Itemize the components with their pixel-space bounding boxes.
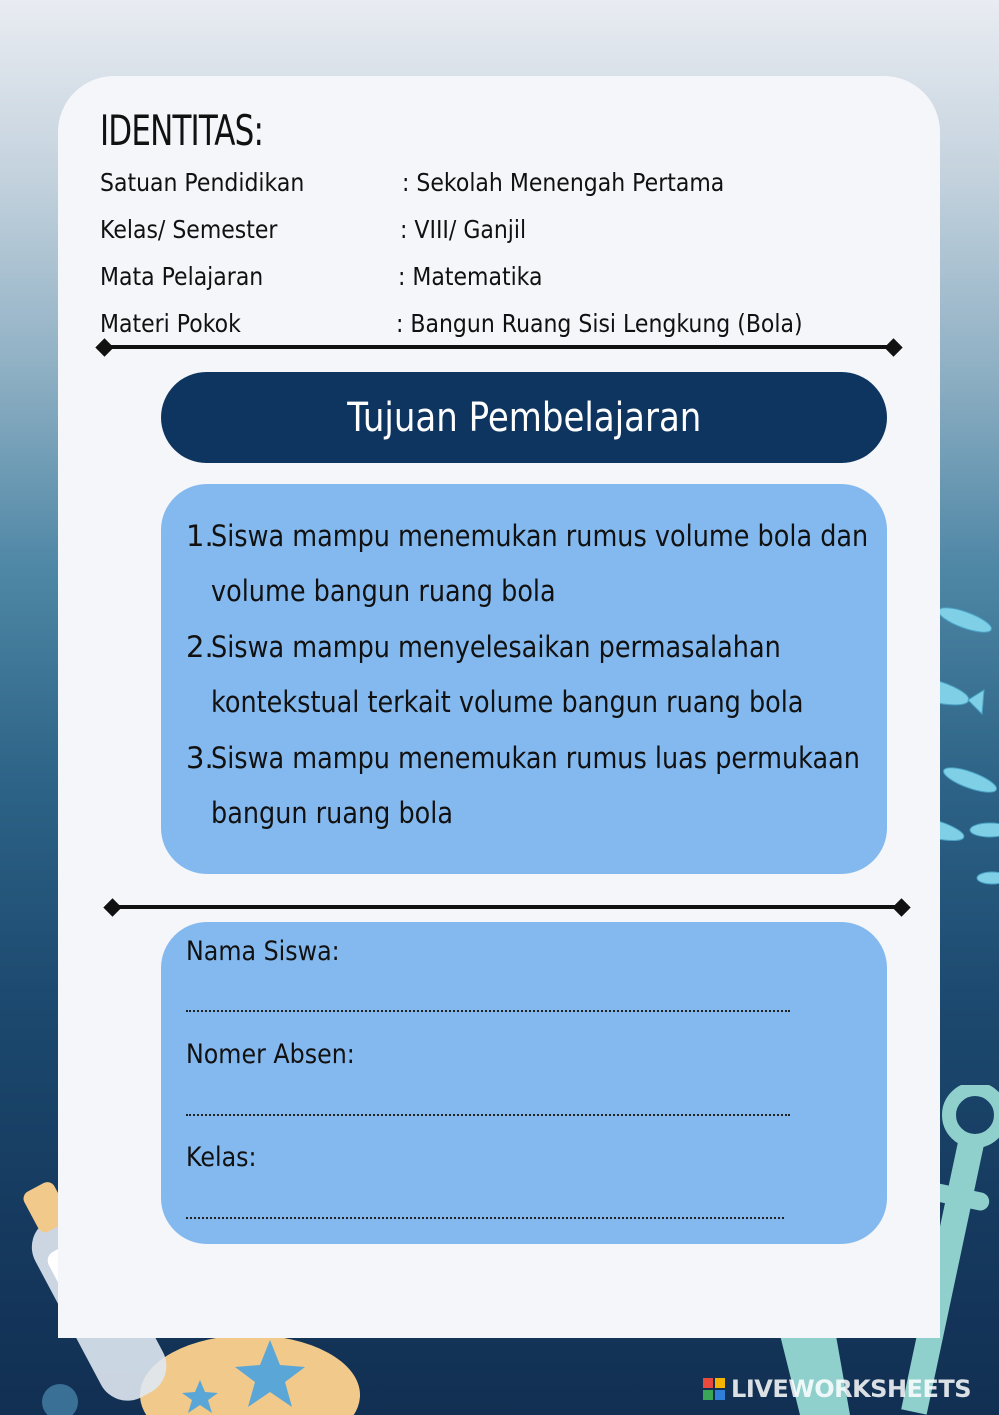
identity-title: IDENTITAS: <box>100 106 264 155</box>
objective-line: Siswa mampu menemukan rumus volume bola dan <box>211 519 869 553</box>
objective-number: 2. <box>186 630 214 664</box>
identity-value: : Sekolah Menengah Pertama <box>402 168 725 197</box>
objective-line: bangun ruang bola <box>211 796 454 830</box>
objective-item <box>186 731 866 841</box>
identity-value: : VIII/ Ganjil <box>400 215 527 244</box>
identity-label: Satuan Pendidikan <box>100 168 305 197</box>
liveworksheets-watermark <box>703 1375 971 1403</box>
divider-top <box>104 345 894 349</box>
identity-label: Materi Pokok <box>100 309 241 338</box>
watermark-text: LIVEWORKSHEETS <box>731 1375 971 1403</box>
objective-number: 1. <box>186 519 214 553</box>
objective-number: 3. <box>186 741 214 775</box>
identity-label: Kelas/ Semester <box>100 215 278 244</box>
student-name-label: Nama Siswa: <box>186 936 340 967</box>
objective-item <box>186 620 866 730</box>
student-name-field[interactable] <box>186 1010 790 1012</box>
objective-line: Siswa mampu menemukan rumus luas permukaan <box>211 741 860 775</box>
objective-item <box>186 509 869 619</box>
divider-middle <box>112 905 902 909</box>
absence-number-label: Nomer Absen: <box>186 1039 355 1070</box>
objectives-header <box>161 372 887 463</box>
identity-value: : Matematika <box>398 262 543 291</box>
absence-number-field[interactable] <box>186 1114 790 1116</box>
class-field[interactable] <box>186 1217 784 1219</box>
class-label: Kelas: <box>186 1142 257 1173</box>
liveworksheets-logo-icon <box>703 1378 725 1400</box>
identity-label: Mata Pelajaran <box>100 262 264 291</box>
identity-value: : Bangun Ruang Sisi Lengkung (Bola) <box>396 309 803 338</box>
student-info-box <box>161 922 887 1244</box>
objective-line: kontekstual terkait volume bangun ruang bola <box>211 685 804 719</box>
objectives-title: Tujuan Pembelajaran <box>346 394 702 441</box>
objective-line: volume bangun ruang bola <box>211 574 556 608</box>
objective-line: Siswa mampu menyelesaikan permasalahan <box>211 630 781 664</box>
